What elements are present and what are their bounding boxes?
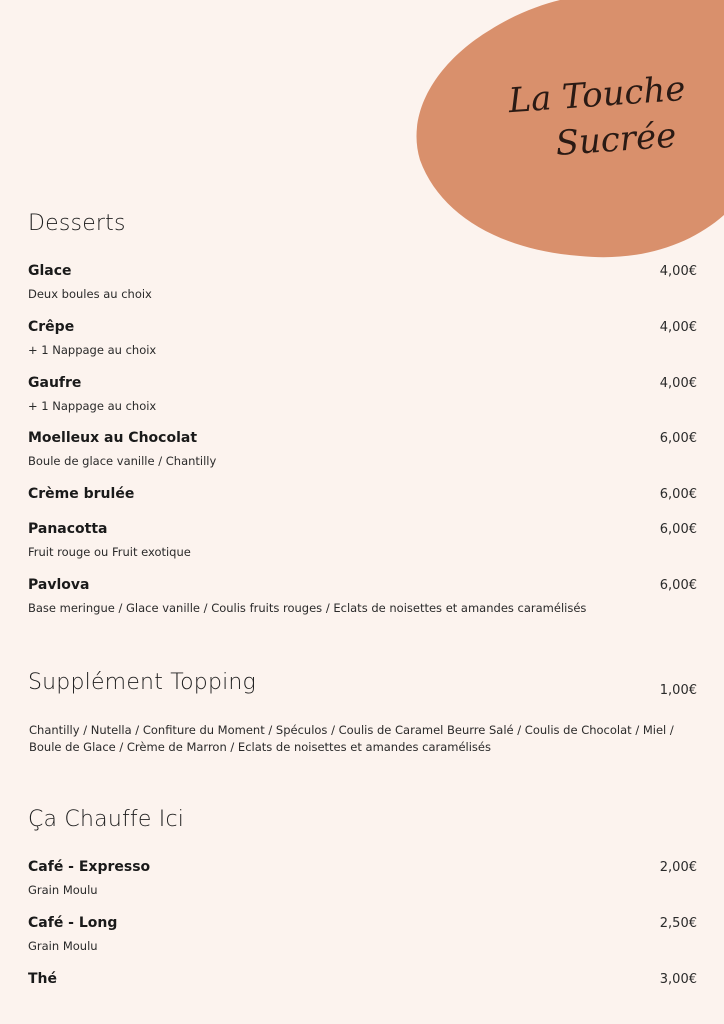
menu-item-name: Panacotta [28,521,108,537]
menu-item-name: Café - Long [28,915,118,931]
section-title-topping: Supplément Topping [28,670,256,695]
brand-line2: Sucrée [554,115,678,165]
menu-item-price: 4,00€ [659,320,697,335]
menu-item-name: Thé [28,971,58,987]
menu-item-description: + 1 Nappage au choix [28,399,157,413]
brand-logo [507,66,690,170]
menu-item-name: Crêpe [28,319,75,335]
menu-item-price: 3,00€ [659,972,697,987]
menu-item-description: Base meringue / Glace vanille / Coulis fruits rouges / Eclats de noisettes et amandes caramélisés [28,601,587,615]
menu-item-name: Moelleux au Chocolat [28,430,198,446]
menu-item-name: Crème brulée [28,486,135,502]
menu-item-price: 6,00€ [659,522,697,537]
menu-item-description: Boule de glace vanille / Chantilly [28,454,217,468]
menu-item-name: Pavlova [28,577,90,593]
menu-item-description: Fruit rouge ou Fruit exotique [28,545,191,559]
menu-item-name: Gaufre [28,375,82,391]
menu-item-price: 4,00€ [659,376,697,391]
menu-item-price: 6,00€ [659,431,697,446]
menu-item-name: Café - Expresso [28,859,151,875]
topping-price: 1,00€ [659,683,697,698]
menu-item-price: 4,00€ [659,264,697,279]
menu-item-price: 2,50€ [659,916,697,931]
menu-item-price: 6,00€ [659,578,697,593]
menu-item-description: Deux boules au choix [28,287,152,301]
menu-item-price: 2,00€ [659,860,697,875]
topping-list: Chantilly / Nutella / Confiture du Moment / Spéculos / Coulis de Caramel Beurre Salé / Coulis de Chocolat / Miel / Boule de Glace / Crème de Marron / Eclats de noisettes et amandes caramélisés [29,723,674,754]
menu-item-description: Grain Moulu [28,883,98,897]
section-title-hot: Ça Chauffe Ici [28,807,185,832]
menu-item-description: + 1 Nappage au choix [28,343,157,357]
menu-item-name: Glace [28,263,72,279]
menu-item-description: Grain Moulu [28,939,98,953]
brand-line1: La Touche [507,68,687,122]
menu-item-price: 6,00€ [659,487,697,502]
section-title-desserts: Desserts [28,211,126,236]
